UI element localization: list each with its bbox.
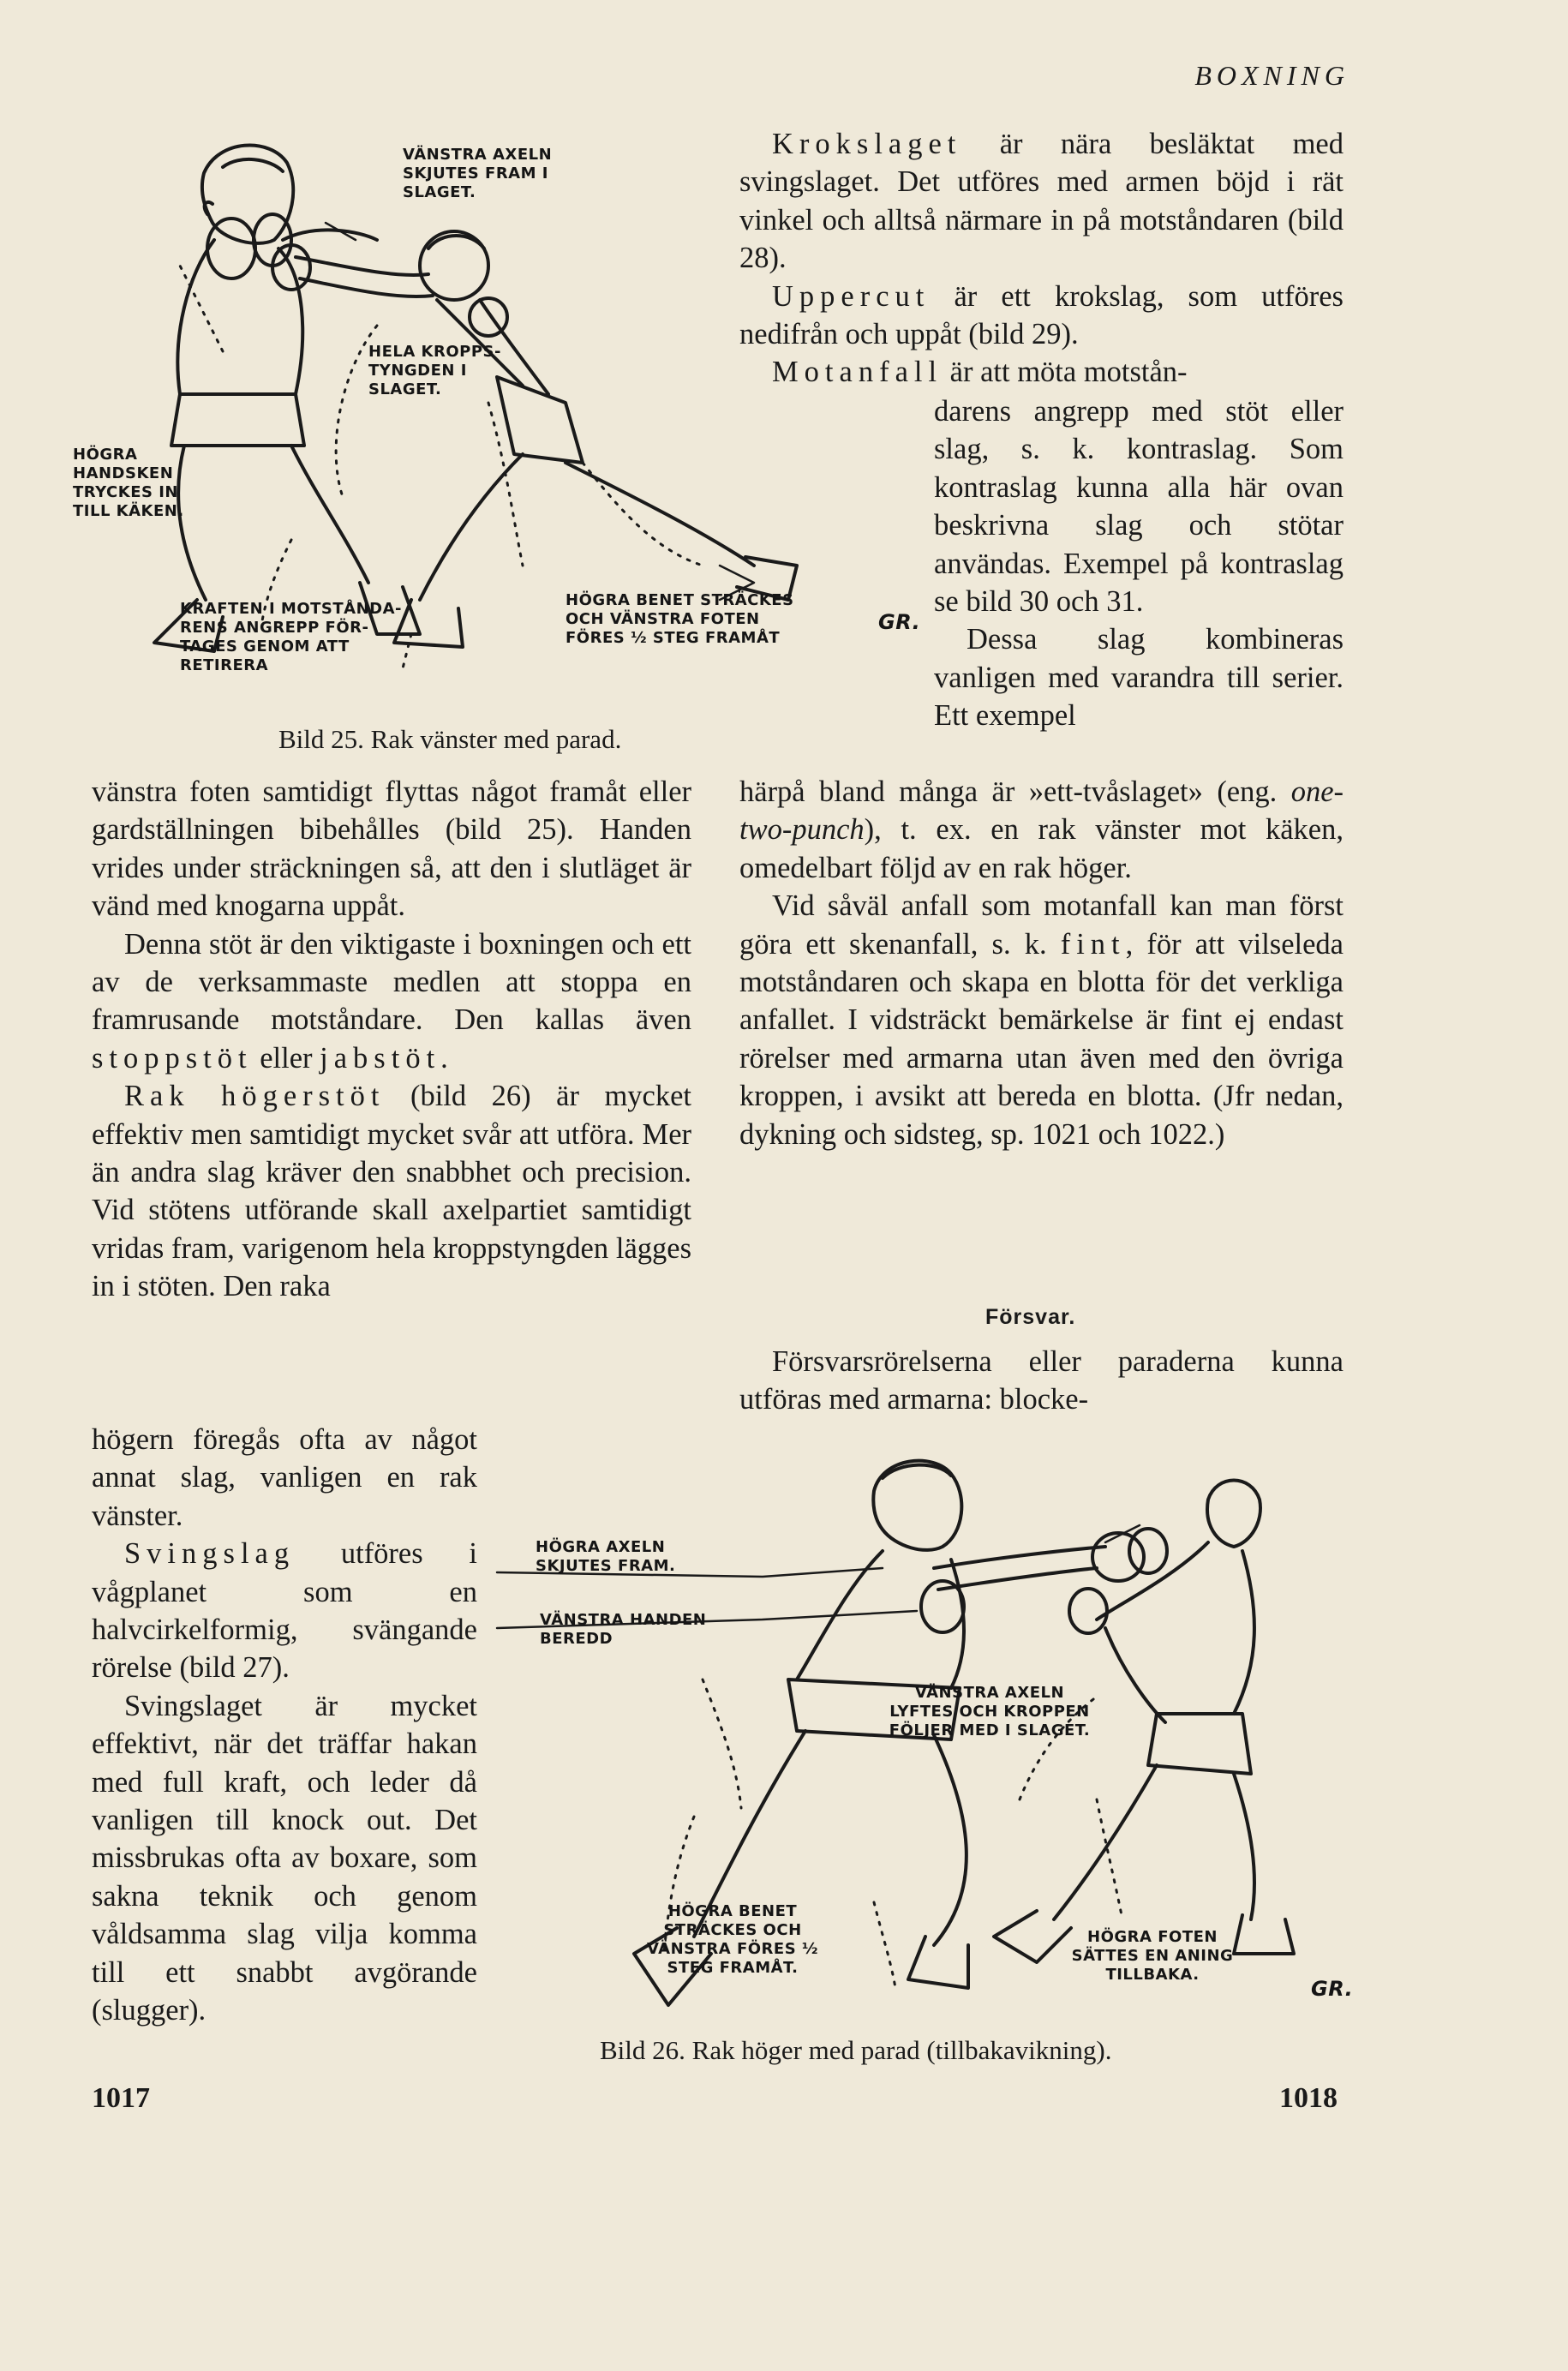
term-krokslaget: Krokslaget [772,128,962,160]
right-paragraph-3-cont: darens angrepp med stöt eller slag, s. k. kontraslag. Som kontraslag kunna alla här ovan beskrivna slag och stötar användas. Exempel på kontraslag se bild 30 och 31. [934,395,1344,619]
term-motanfall: Motanfall [772,356,943,389]
right-paragraph-6: Försvarsrörelserna eller paraderna kunna utföras med armarna: blocke- [739,1345,1344,1416]
term-rak-hogerstot: Rak högerstöt [124,1080,386,1113]
fig25-label-shoulder: VÄNSTRA AXELN SKJUTES FRAM I SLAGET. [403,146,553,201]
term-fint: fint [1060,927,1126,961]
left-paragraph-3-cont: högern föregås ofta av något annat slag, vanligen en rak vänster. [92,1423,477,1532]
term-jabstot: jabstöt [320,1041,441,1075]
right-paragraph-4: Dessa slag kombineras vanligen med varandra till serier. Ett exempel [934,623,1344,733]
fig26-label-right-leg: HÖGRA BENET STRÄCKES OCH VÄNSTRA FÖRES ½ STEG FRAMÅT. [646,1902,819,1977]
running-header: BOXNING [1194,60,1350,91]
fig25-label-body-weight: HELA KROPPS- TYNGDEN I SLAGET. [368,343,501,398]
left-column-upper [92,773,691,1306]
fig26-caption: Bild 26. Rak höger med parad (tillbakavikning). [600,2035,1112,2065]
right-column-bottom [739,1343,1344,1419]
right-paragraph-1: Krokslaget är nära besläktat med svingslaget. Det utföres med armen böjd i rät vinkel och alltså närmare in på motståndaren (bild 28). [739,128,1344,275]
fig26-signature: GR. [1311,1977,1354,2001]
left-paragraph-2: Denna stöt är den viktigaste i boxningen och ett av de verksammaste medlen att stoppa en framrusande motståndare. Den kallas även stoppstöt eller jabstöt. [92,927,691,1075]
term-svingslag: Svingslag [124,1537,296,1571]
fig25-label-right-leg: HÖGRA BENET STRÄCKES OCH VÄNSTRA FOTEN FÖRES ½ STEG FRAMÅT [566,591,794,647]
fig26-label-right-foot: HÖGRA FOTEN SÄTTES EN ANING TILLBAKA. [1071,1928,1234,1984]
left-paragraph-4: Svingslag utföres i vågplanet som en halvcirkelformig, svängande rörelse (bild 27). [92,1537,477,1685]
fig25-signature: GR. [878,610,921,634]
term-stoppstot: stoppstöt [92,1041,253,1075]
page-number-left: 1017 [92,2082,150,2114]
fig26-label-right-shoulder: HÖGRA AXELN SKJUTES FRAM. [536,1538,676,1575]
left-paragraph-5: Svingslaget är mycket effektivt, när det träffar hakan med full kraft, och leder då vanligen till knock out. Det missbrukas ofta av boxare, som sakna teknik och genom våldsamma slag vilja komma till ett snabbt avgörande (slugger). [92,1689,477,2027]
right-paragraph-4-cont: härpå bland många är »ett-tvåslaget» (eng. one-two-punch), t. ex. en rak vänster mot käken, omedelbart följd av en rak höger. [739,775,1344,884]
fig26-label-left-shoulder: VÄNSTRA AXELN LYFTES OCH KROPPEN FÖLJER MED I SLAGET. [889,1684,1091,1739]
left-paragraph-1: vänstra foten samtidigt flyttas något framåt eller gardställningen bibehålles (bild 25). Handen vrides under sträckningen så, att den i slutläget är vänd med knogarna uppåt. [92,775,691,923]
left-column-lower [92,1421,477,2030]
left-paragraph-3: Rak högerstöt (bild 26) är mycket effektiv men samtidigt mycket svår att utföra. Mer än andra slag kräver den snabbhet och precision. Vid stötens utförande skall axelpartiet samtidigt vridas fram, varigenom hela kroppstyngden lägges in i stöten. Den raka [92,1080,691,1303]
right-paragraph-2: Uppercut är ett krokslag, som utföres nedifrån och uppåt (bild 29). [739,279,1344,351]
term-uppercut: Uppercut [772,279,931,313]
section-heading-forsvar: Försvar. [985,1305,1076,1329]
right-column-main [739,773,1344,1153]
fig25-label-right-glove: HÖGRA HANDSKEN TRYCKES IN TILL KÄKEN. [73,446,184,520]
right-column-narrow [934,392,1344,735]
fig25-caption: Bild 25. Rak vänster med parad. [278,724,622,754]
fig26-label-left-hand: VÄNSTRA HANDEN BEREDD [540,1611,707,1648]
right-column-top [739,125,1344,392]
fig25-label-force: KRAFTEN I MOTSTÅNDA- RENS ANGREPP FÖR- TAGES GENOM ATT RETIRERA [180,600,402,674]
page-number-right: 1018 [1279,2082,1338,2114]
right-paragraph-3: Motanfall är att möta motstån- [772,356,1188,389]
english-term: one-two-punch [739,775,1344,847]
right-paragraph-5: Vid såväl anfall som motanfall kan man först göra ett skenanfall, s. k. fint, för att vilseleda motståndaren och skapa en blotta för det verkliga anfallet. I vidsträckt bemärkelse är fint ej endast rörelser med armarna utan även med den övriga kroppen, i avsikt att bereda en blotta. (Jfr nedan, dykning och sidsteg, sp. 1021 och 1022.) [739,889,1344,1151]
